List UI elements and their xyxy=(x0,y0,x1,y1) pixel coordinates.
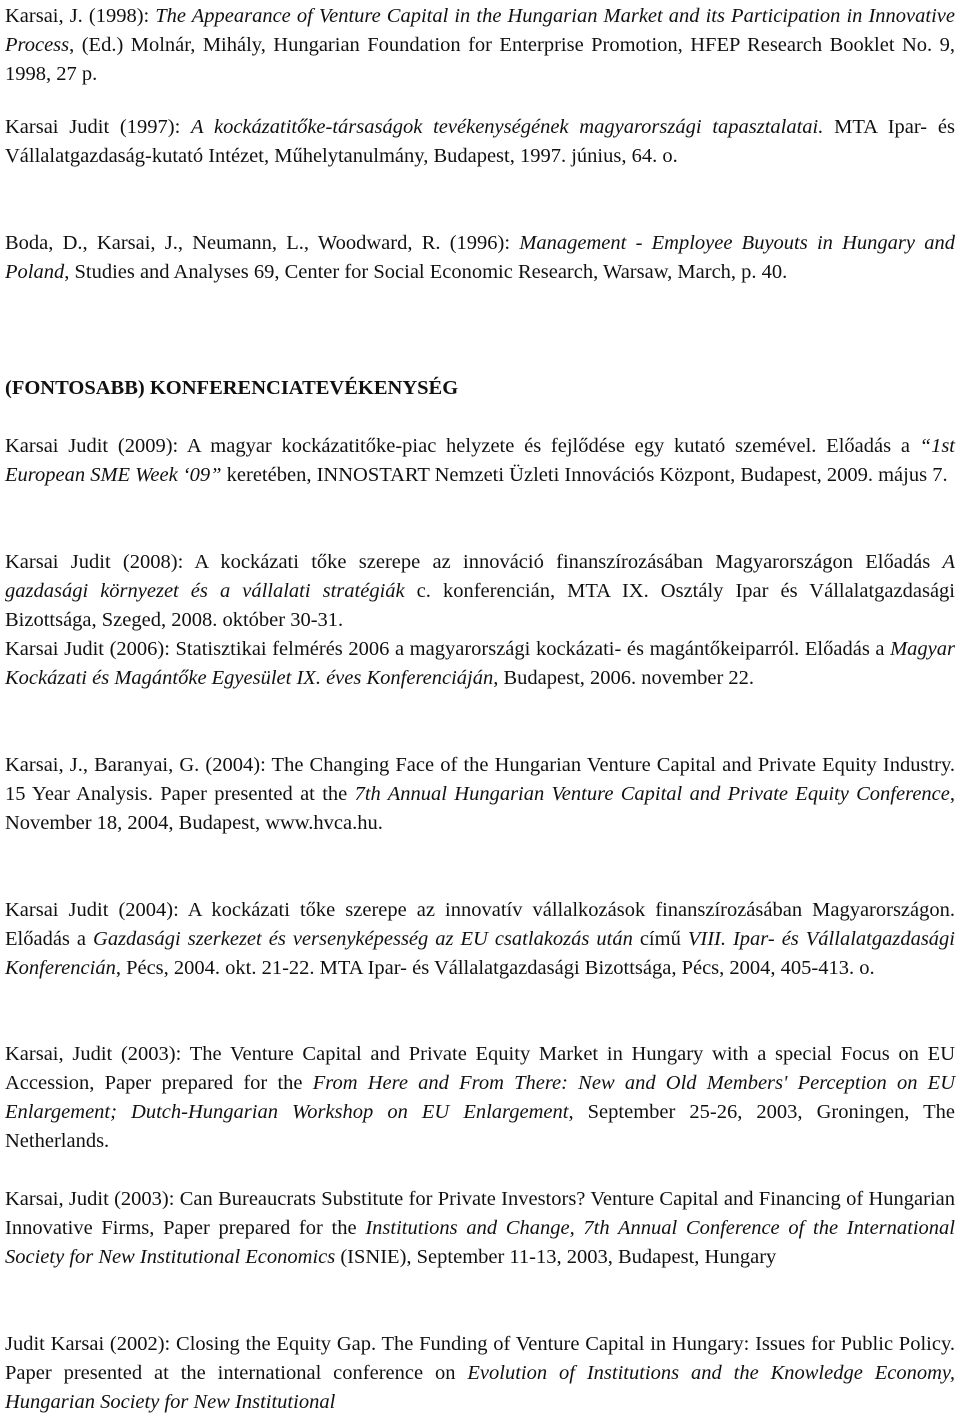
reference-italic-text: Evolution of Institutions and the Knowledge Economy, Hungarian Society for New Institutional xyxy=(5,1361,955,1413)
reference-10 xyxy=(5,1185,955,1272)
reference-4 xyxy=(5,432,955,490)
reference-5 xyxy=(5,548,955,635)
reference-1 xyxy=(5,2,955,89)
reference-11 xyxy=(5,1330,955,1417)
reference-text: , November 18, 2004, Budapest, www.hvca.hu. xyxy=(5,782,955,834)
reference-text: Boda, D., Karsai, J., Neumann, L., Woodward, R. (1996): xyxy=(5,232,520,254)
reference-italic-text: Magyar Kockázati és Magántőke Egyesület IX. éves Konferenciáján xyxy=(5,638,955,689)
reference-italic-text: “1st European SME Week ‘09” xyxy=(5,435,955,486)
reference-text: Karsai Judit (2004): A kockázati tőke szerepe az innovatív vállalkozások finanszírozásában Magyarországon. Előadás a xyxy=(5,899,955,950)
reference-text: (ISNIE), September 11-13, 2003, Budapest, Hungary xyxy=(335,1245,777,1268)
section-heading: (FONTOSABB) KONFERENCIATEVÉKENYSÉG xyxy=(5,377,459,399)
reference-italic-text: VIII. Ipar- és Vállalatgazdasági Konferencián xyxy=(5,927,955,979)
reference-italic-text: 7th Annual Hungarian Venture Capital and Private Equity Conference xyxy=(354,782,950,805)
reference-text: , September 25-26, 2003, Groningen, The Netherlands. xyxy=(5,1100,955,1152)
reference-text: Karsai Judit (2009): A magyar kockázatitőke-piac helyzete és fejlődése egy kutató szemével. Előadás a xyxy=(5,435,920,457)
reference-italic-text: Institutions and Change, 7th Annual Conference of the International Society for New Institutional Economics xyxy=(5,1216,955,1268)
reference-italic-text: From Here and From There: New and Old Members' Perception on EU Enlargement; Dutch-Hungarian Workshop on EU Enlargement xyxy=(5,1071,955,1123)
reference-text: Karsai, Judit (2003): Can Bureaucrats Substitute for Private Investors? Venture Capital and Financing of Hungarian Innovative Firms, Paper prepared for the xyxy=(5,1188,955,1239)
reference-italic-text: The Appearance of Venture Capital in the Hungarian Market and its Participation in Innovative Process xyxy=(5,5,955,56)
reference-italic-text: Management - Employee Buyouts in Hungary and Poland xyxy=(5,232,955,283)
reference-text: , Pécs, 2004. okt. 21-22. MTA Ipar- és Vállalatgazdasági Bizottsága, Pécs, 2004, 405-413. o. xyxy=(115,956,875,979)
reference-text: Karsai, J. (1998): xyxy=(5,5,156,27)
reference-italic-text: A kockázatitőke-társaságok tevékenységének magyarországi tapasztalatai. xyxy=(191,116,824,138)
reference-9 xyxy=(5,1040,955,1156)
reference-text: c. konferencián, MTA IX. Osztály Ipar és Vállalatgazdasági Bizottsága, Szeged, 2008. október 30-31. xyxy=(5,579,955,631)
reference-7 xyxy=(5,751,955,838)
reference-text: , Budapest, 2006. november 22. xyxy=(493,666,755,689)
reference-text: Judit Karsai (2002): Closing the Equity Gap. The Funding of Venture Capital in Hungary: Issues for Public Policy. Paper presented at the international conference on xyxy=(5,1333,955,1384)
reference-text: Karsai, Judit (2003): The Venture Capital and Private Equity Market in Hungary with a special Focus on EU Accession, Paper prepared for the xyxy=(5,1043,955,1094)
reference-text: Karsai Judit (1997): xyxy=(5,116,192,138)
reference-text: Karsai Judit (2008): A kockázati tőke szerepe az innováció finanszírozásában Magyarországon Előadás xyxy=(5,551,943,573)
reference-text: című xyxy=(632,927,688,950)
reference-text: , (Ed.) Molnár, Mihály, Hungarian Foundation for Enterprise Promotion, HFEP Research Booklet No. 9, 1998, 27 p. xyxy=(5,33,955,85)
reference-italic-text: Gazdasági szerkezet és versenyképesség az EU csatlakozás után xyxy=(93,927,633,950)
reference-text: Karsai Judit (2006): Statisztikai felmérés 2006 a magyarországi kockázati- és magántőkeiparról. Előadás a xyxy=(5,638,891,660)
reference-text: Karsai, J., Baranyai, G. (2004): The Changing Face of the Hungarian Venture Capital and Private Equity Industry. 15 Year Analysis. Paper presented at the xyxy=(5,754,955,805)
reference-text: keretében, INNOSTART Nemzeti Üzleti Innovációs Központ, Budapest, 2009. május 7. xyxy=(221,463,948,486)
reference-6 xyxy=(5,635,955,693)
reference-8 xyxy=(5,896,955,983)
reference-3 xyxy=(5,229,955,287)
reference-2 xyxy=(5,113,955,171)
reference-italic-text: A gazdasági környezet és a vállalati stratégiák xyxy=(5,551,955,602)
reference-text: , Studies and Analyses 69, Center for Social Economic Research, Warsaw, March, p. 40. xyxy=(64,260,788,283)
reference-text: MTA Ipar- és Vállalatgazdaság-kutató Intézet, Műhelytanulmány, Budapest, 1997. június, 64. o. xyxy=(5,116,955,167)
